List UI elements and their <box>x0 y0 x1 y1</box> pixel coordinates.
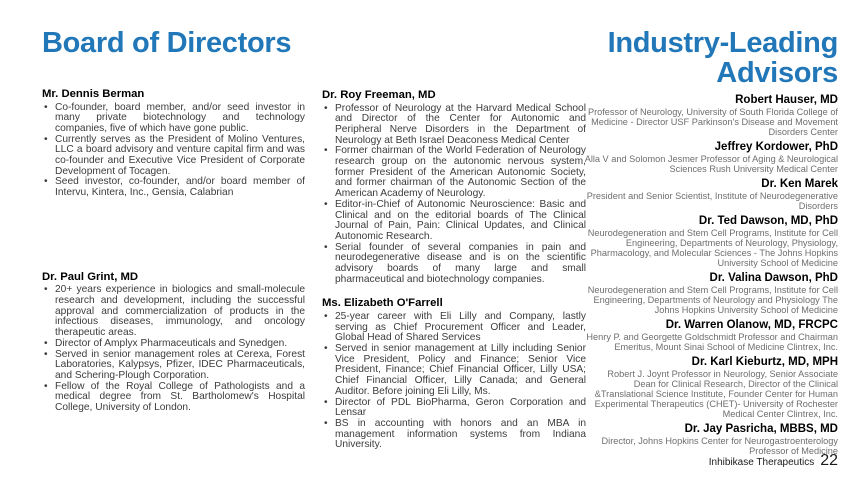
advisor-name: Dr. Jay Pasricha, MBBS, MD <box>684 423 838 435</box>
advisor-name: Dr. Ken Marek <box>761 178 838 190</box>
advisor-name: Dr. Valina Dawson, PhD <box>709 272 838 284</box>
bio-name: Dr. Paul Grint, MD <box>42 270 139 283</box>
bio-name: Dr. Roy Freeman, MD <box>322 89 436 101</box>
page-number: 22 <box>820 452 838 469</box>
bio-bullet <box>322 243 586 286</box>
bio-bullet-text: Served in senior management at Lilly including Senior Vice President, Policy and Finance; Senior Vice President, Finance; Chief Financial Officer, Lilly USA; Chief Financial Officer, Lilly Canada; and General Auditor. Before joining Eli Lilly, Ms. <box>335 343 586 397</box>
bio-bullet-text: Seed investor, co-founder, and/or board member of Intervu, Kintera, Inc., Gensia, Calabrian <box>55 176 305 199</box>
bio-bullet-text: Director of Amplyx Pharmaceuticals and Synedgen. <box>55 337 288 349</box>
bio-bullet <box>322 146 586 200</box>
bio-bullet-text: Professor of Neurology at the Harvard Medical School and Director of the Center for Autonomic and Peripheral Nerve Disorders in the Department of Neurology at Beth Israel Deaconess Medical Center <box>335 102 586 146</box>
advisor-description: Professor of Neurology, University of South Florida College of Medicine - Director USF Parkinson's Disease and Movement Disorders Center <box>587 107 838 137</box>
bio-bullet-text: 25-year career with Eli Lilly and Company, lastly serving as Chief Procurement Officer and Leader, Global Head of Shared Services <box>335 310 586 344</box>
bio-bullet <box>322 344 586 398</box>
advisor-entry <box>584 356 838 419</box>
advisor-name: Robert Hauser, MD <box>735 94 838 106</box>
bio-bullet-text: Served in senior management roles at Cerexa, Forest Laboratories, Kalypsys, Pfizer, IDEC Pharmaceuticals, and Schering-Plough Corporation. <box>55 348 305 381</box>
bio-bullet <box>322 200 586 243</box>
bio-bullet-list <box>42 103 305 199</box>
bio-elizabeth-ofarrell <box>322 297 586 451</box>
board-of-directors-title: Board of Directors <box>42 27 292 59</box>
bio-bullet-list <box>42 285 305 413</box>
advisors-column <box>584 94 838 460</box>
footer <box>709 452 838 470</box>
bio-bullet <box>42 285 305 339</box>
advisor-description: Neurodegeneration and Stem Cell Programs, Institute for Cell Engineering, Departments of Neurology, Physiology, Pharmacology, and Molecular Sciences - The Johns Hopkins University School of Medicine <box>587 228 838 268</box>
bio-bullet <box>42 135 305 178</box>
bio-name: Mr. Dennis Berman <box>42 88 145 100</box>
company-name: Inhibikase Therapeutics <box>708 457 815 468</box>
bio-bullet <box>42 103 305 135</box>
advisor-name: Jeffrey Kordower, PhD <box>714 141 838 153</box>
bio-bullet <box>322 419 586 451</box>
advisor-entry <box>584 272 838 315</box>
advisor-name: Dr. Karl Kieburtz, MD, MPH <box>691 356 838 368</box>
bio-bullet-text: 20+ years experience in biologics and small-molecule research and development, including the successful approval and commercialization of products in the infectious diseases, immunology, and oncology therapeutic areas. <box>55 284 305 339</box>
bio-name: Ms. Elizabeth O'Farrell <box>322 297 443 310</box>
industry-leading-advisors-title: Industry-Leading Advisors <box>607 27 838 90</box>
bio-paul-grint <box>42 271 305 414</box>
bio-bullet-text: Co-founder, board member, and/or seed investor in many private biotechnology and technology companies, five of which have gone public. <box>55 101 305 134</box>
bio-bullet-text: Serial founder of several companies in pain and neurodegenerative disease and is on the scientific advisory boards of many large and small pharmaceutical and biotechnology companies. <box>335 241 586 285</box>
advisor-description: Neurodegeneration and Stem Cell Programs, Institute for Cell Engineering, Departments of Neurology and Physiology The Johns Hopkins University School of Medicine <box>587 285 838 315</box>
bio-bullet-text: Fellow of the Royal College of Pathologists and a medical degree from St. Bartholomew's Hospital College, University of London. <box>55 380 305 414</box>
advisor-name: Dr. Warren Olanow, MD, FRCPC <box>665 319 838 331</box>
bio-bullet-text: Former chairman of the World Federation of Neurology research group on the autonomic nervous system, former President of the American Autonomic Society, and former chairman of the Autonomic Section of the American Academy of Neurology. <box>335 145 586 200</box>
advisor-description: President and Senior Scientist, Institute of Neurodegenerative Disorders <box>586 191 838 211</box>
bio-bullet-text: BS in accounting with honors and an MBA in management information systems from Indiana University. <box>335 417 586 451</box>
bio-bullet-text: Director of PDL BioPharma, Geron Corporation and Lensar <box>335 396 586 419</box>
bio-bullet-list <box>322 312 586 451</box>
advisor-description: Robert J. Joynt Professor in Neurology, Senior Associate Dean for Clinical Research, Director of the Clinical &Translational Science Institute, Founder Center for Human Experimental Therapeutics (CHET)- University of Rochester Medical Center Clintrex, Inc. <box>594 369 838 419</box>
bio-bullet <box>42 177 305 198</box>
bio-dennis-berman <box>42 88 305 199</box>
board-column-left <box>42 88 305 414</box>
bio-bullet <box>322 104 586 147</box>
advisor-entry <box>584 215 838 268</box>
bio-bullet <box>42 382 305 414</box>
advisor-entry <box>584 94 838 137</box>
board-column-middle <box>322 89 586 451</box>
advisor-entry <box>584 178 838 211</box>
advisor-description: Alla V and Solomon Jesmer Professor of Aging & Neurological Sciences Rush University Medical Center <box>584 154 838 174</box>
advisor-name: Dr. Ted Dawson, MD, PhD <box>698 215 838 227</box>
bio-bullet-list <box>322 104 586 286</box>
advisor-entry <box>584 141 838 174</box>
bio-bullet <box>42 350 305 382</box>
advisor-description: Henry P. and Georgette Goldschmidt Professor and Chairman Emeritus, Mount Sinai School of Medicine Clintrex, Inc. <box>586 332 838 352</box>
bio-bullet-text: Editor-in-Chief of Autonomic Neuroscience: Basic and Clinical and on the editorial boards of The Clinical Journal of Pain, Pain: Clinical Updates, and Clinical Autonomic Research. <box>335 198 586 242</box>
bio-bullet <box>322 398 586 419</box>
bio-roy-freeman <box>322 89 586 285</box>
advisor-entry <box>584 319 838 352</box>
advisor-description: Director, Johns Hopkins Center for Neurogastroenterology Professor of Medicine <box>601 436 838 456</box>
bio-bullet <box>322 312 586 344</box>
bio-bullet-text: Currently serves as the President of Molino Ventures, LLC a board advisory and venture capital firm and was co-founder and Executive Vice President of Corporate Development of Tocagen. <box>55 133 305 177</box>
